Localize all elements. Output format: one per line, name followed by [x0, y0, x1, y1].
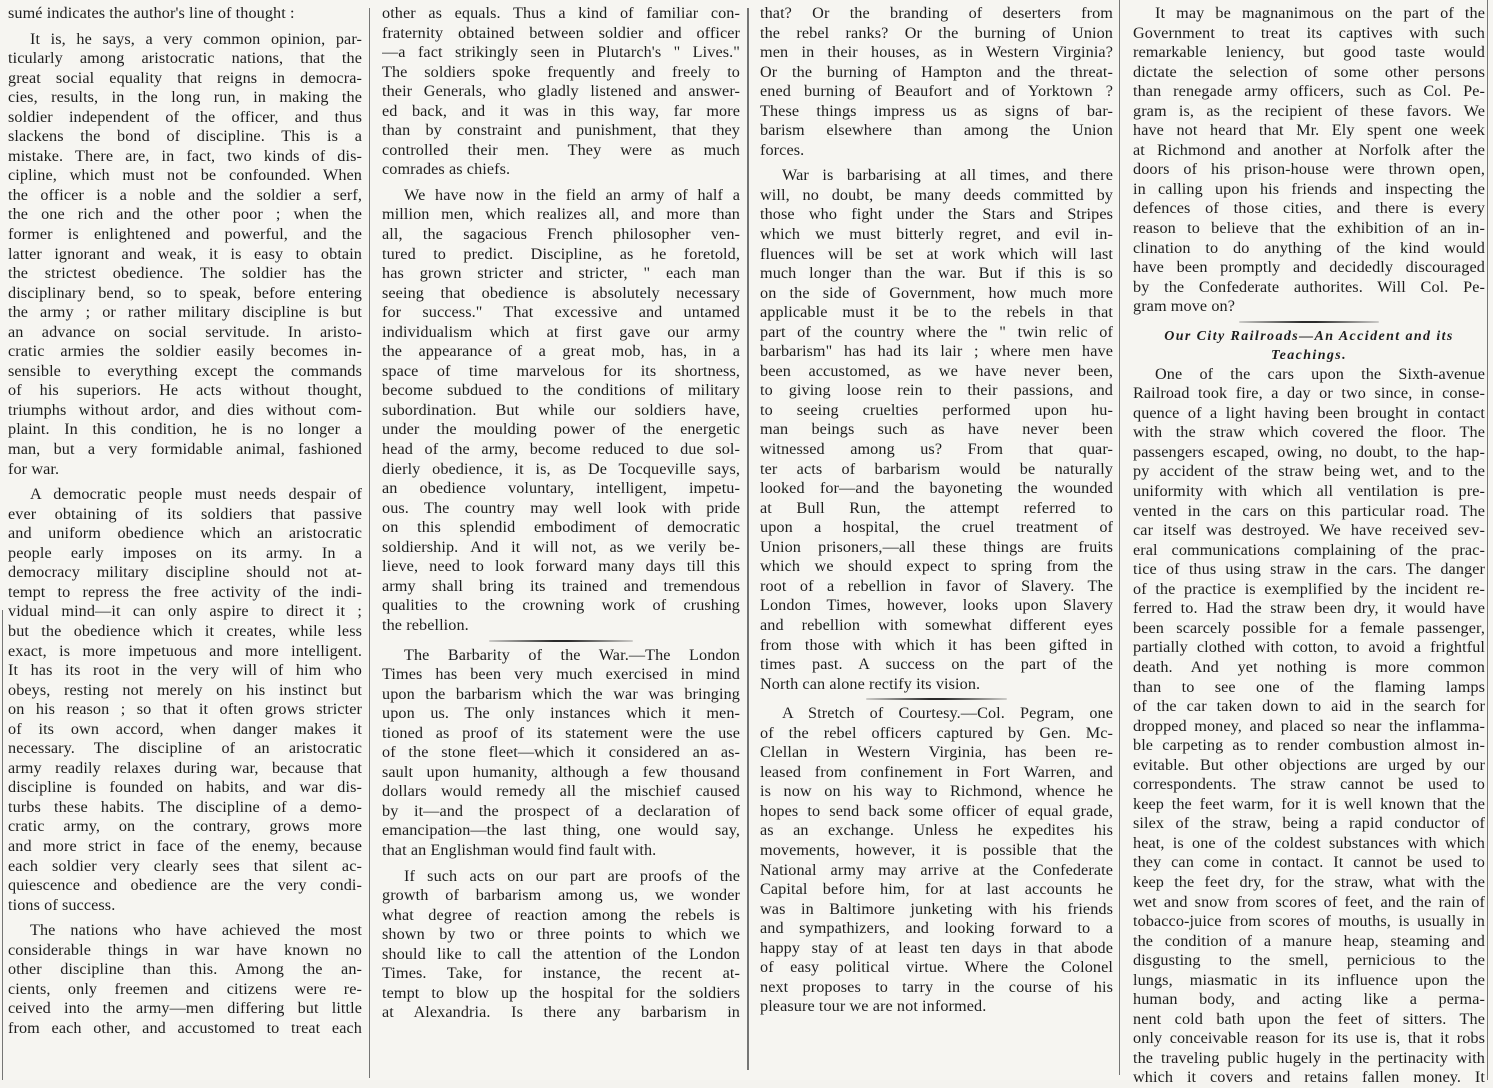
text-line: vented in the cars on this particular road. The — [1133, 501, 1485, 520]
text-line: in calling upon his friends and inspecting the — [1133, 179, 1485, 198]
text-line: which it covers and retains fallen money. It — [1133, 1068, 1485, 1087]
text-line: cipline, which must not be confounded. When — [8, 166, 362, 185]
text-line: Railroad took fire, a day or two since, in conse- — [1133, 384, 1485, 403]
paragraph — [8, 921, 362, 1038]
text-line: remarkable leniency, but good taste would — [1133, 43, 1485, 62]
heading-line: Our City Railroads—An Accident and its — [1164, 328, 1454, 344]
text-line: by it—and the prospect of a declaration of — [382, 801, 740, 820]
text-line: barbarism" has had its lair ; where men have — [760, 342, 1113, 361]
text-line: that an Englishman would find fault with. — [382, 840, 657, 859]
text-line: will, no doubt, be many deeds committed by — [760, 185, 1113, 204]
text-line: army readily relaxes during war, because that — [8, 758, 362, 777]
text-line: obeys, resting not merely on his instinct but — [8, 680, 362, 699]
text-line: reason to believe that the exhibition of an in- — [1133, 219, 1485, 238]
text-line: It has its root in the very will of him who — [8, 661, 362, 680]
text-line: was in Baltimore junketing with his friends — [760, 899, 1113, 918]
text-line: growth of barbarism among us, we wonder — [382, 886, 740, 905]
text-line: is now on his way to Richmond, whence he — [760, 782, 1113, 801]
text-line: lieve, need to look forward many days till this — [382, 557, 740, 576]
text-line: defences of those cities, and there is every — [1133, 199, 1485, 218]
paragraph — [8, 4, 362, 24]
text-line: One of the cars upon the Sixth-avenue — [1155, 364, 1485, 383]
text-line: much longer than the war. But if this is so — [760, 264, 1113, 283]
text-line: partially clothed with cotton, to avoid a frightful — [1133, 638, 1485, 657]
paragraph — [8, 485, 362, 915]
text-line: qualities to the crowning work of crushing — [382, 596, 740, 615]
text-line: from each other, and accustomed to treat each — [8, 1018, 362, 1037]
text-line: they can come in contact. It cannot be used to — [1133, 853, 1485, 872]
column-1 — [0, 0, 372, 1038]
text-line: people early imposes on its army. In a — [8, 543, 362, 562]
text-line: democracy military discipline should not at- — [8, 563, 362, 582]
text-line: Government to treat its captives with such — [1133, 23, 1485, 42]
text-line: necessary. The discipline of an aristocratic — [8, 739, 362, 758]
text-line: movements, however, it is possible that the — [760, 840, 1113, 859]
text-line: of the practice is exemplified by the incident re- — [1133, 579, 1485, 598]
text-line: of the stone fleet—which it considered an as- — [382, 743, 740, 762]
text-line: cies, results, in the long run, in making the — [8, 88, 362, 107]
paragraph — [760, 4, 1113, 160]
text-line: subordination. But while our soldiers have, — [382, 400, 740, 419]
text-line: disciplinary bend, so to speak, before entering — [8, 283, 362, 302]
paragraph — [1133, 4, 1485, 317]
text-line: It may be magnanimous on the part of the — [1155, 4, 1485, 22]
text-line: quiescence and obedience are the very condi- — [8, 876, 362, 895]
text-line: tempt to repress the free activity of the indi- — [8, 582, 362, 601]
text-line: quence of a light having been brought in contact — [1133, 403, 1485, 422]
text-line: upon us. The only instances which it men- — [382, 704, 740, 723]
text-line: on the side of Government, how much more — [760, 283, 1113, 302]
text-line: that? Or the branding of deserters from — [760, 4, 1113, 22]
text-line: soldier independent of the officer, and thus — [8, 107, 362, 126]
text-line: Capital before him, for at last accounts he — [760, 880, 1113, 899]
text-line: the army ; or rather military discipline is but — [8, 303, 362, 322]
text-line: plaint. In this condition, he is no longer a — [8, 420, 362, 439]
article-heading — [1133, 327, 1485, 365]
text-line: disgusting to the smell, pernicious to the — [1133, 951, 1485, 970]
text-line: It is, he says, a very common opinion, par- — [30, 29, 362, 48]
text-line: fraternity obtained between soldier and officer — [382, 23, 740, 42]
text-line: which we should expect to spring from the — [760, 557, 1113, 576]
text-line: wet and snow from scores of feet, and the rain of — [1133, 892, 1485, 911]
text-line: next proposes to tarry in the course of his — [760, 977, 1113, 996]
text-line: seeing that obedience is absolutely necessary — [382, 283, 740, 302]
column-3 — [750, 0, 1123, 1017]
text-line: dropped money, and placed so near the inflamma- — [1133, 716, 1485, 735]
text-line: head of the army, become reduced to due sol- — [382, 440, 740, 459]
text-line: of his superiors. He acts without thought, — [8, 381, 362, 400]
text-line: the rebel ranks? Or the burning of Union — [760, 23, 1113, 42]
text-line: and sympathizers, and looking forward to a — [760, 919, 1113, 938]
text-line: silex of the straw, being a rapid conductor of — [1133, 814, 1485, 833]
text-line: times past. A success on the part of the — [760, 655, 1113, 674]
text-line: vidual mind—it can only aspire to direct it ; — [8, 602, 362, 621]
text-line: the rebellion. — [382, 615, 469, 634]
text-line: root of a rebellion in favor of Slavery. The — [760, 576, 1113, 595]
text-line: ever obtaining of its soldiers that passive — [8, 504, 362, 523]
text-line: upon a hospital, the cruel treatment of — [760, 518, 1113, 537]
text-line: cients, only freemen and citizens were re- — [8, 979, 362, 998]
text-line: of its own accord, when danger makes it — [8, 719, 362, 738]
text-line: looked for—and the bayoneting the wounded — [760, 479, 1113, 498]
text-line: forces. — [760, 140, 805, 159]
text-line: human body, and acting like a perma- — [1133, 990, 1485, 1009]
text-line: with the straw which covered the floor. The — [1133, 423, 1485, 442]
text-line: the traveling public hugely in the pertinacity with — [1133, 1048, 1485, 1067]
text-line: of the rebel officers captured by Gen. Mc- — [760, 723, 1113, 742]
text-line: leased from confinement in Fort Warren, and — [760, 762, 1113, 781]
text-line: car itself was destroyed. We have received sev- — [1133, 521, 1485, 540]
text-line: an advance on social servitude. In aristo- — [8, 322, 362, 341]
text-line: discipline is founded on habits, and war dis- — [8, 778, 362, 797]
text-line: Union prisoners,—all these things are fruits — [760, 537, 1113, 556]
text-line: happy stay of at least ten days in that abode — [760, 938, 1113, 957]
text-line: ceived into the army—men differing but little — [8, 999, 362, 1018]
text-line: barism elsewhere than among the Union — [760, 121, 1113, 140]
text-line: million men, which realizes all, and more than — [382, 205, 740, 224]
text-line: former is enlightened and powerful, and the — [8, 225, 362, 244]
text-line: shown by two or three points to which we — [382, 925, 740, 944]
text-line: other discipline than this. Among the an- — [8, 960, 362, 979]
text-line: upon the barbarism which the war was bringing — [382, 684, 740, 703]
text-line: considerable things in war have known no — [8, 940, 362, 959]
text-line: gram is, as the recipient of these favors. We — [1133, 101, 1485, 120]
text-line: death. And yet nothing is more common — [1133, 657, 1485, 676]
column-4 — [1123, 0, 1493, 1088]
text-line: We have now in the field an army of half a — [404, 185, 740, 204]
text-line: National army may arrive at the Confederate — [760, 860, 1113, 879]
text-line: ticularly among aristocratic nations, that the — [8, 49, 362, 68]
text-line: The nations who have achieved the most — [30, 921, 362, 940]
text-line: pleasure tour we are not informed. — [760, 997, 987, 1016]
text-line: doors of his prison-house were thrown open, — [1133, 160, 1485, 179]
text-line: sensible to everything except the commands — [8, 361, 362, 380]
text-line: ous. The country may well look with pride — [382, 498, 740, 517]
text-line: passengers escaped, owing, no doubt, to the hap- — [1133, 442, 1485, 461]
text-line: tioned as proof of its statement were the use — [382, 723, 740, 742]
text-line: to seeing cruelties performed upon hu- — [760, 400, 1113, 419]
text-line: latter ignorant and weak, it is easy to obtain — [8, 244, 362, 263]
text-line: ed back, and it was in this way, far more — [382, 101, 740, 120]
text-line: which we must bitterly regret, and evil in- — [760, 225, 1113, 244]
text-line: to giving loose rein to their passions, and — [760, 381, 1113, 400]
text-line: The soldiers spoke frequently and freely to — [382, 62, 740, 81]
text-line: have been promptly and decidedly discouraged — [1133, 258, 1485, 277]
text-line: the strictest obedience. The soldier has the — [8, 264, 362, 283]
text-line: the condition of a manure heap, steaming and — [1133, 931, 1485, 950]
text-line: hopes to send back some officer of equal grade, — [760, 801, 1113, 820]
text-line: Or the burning of Hampton and the threat- — [760, 62, 1113, 81]
text-line: If such acts on our part are proofs of the — [404, 866, 740, 885]
text-line: A Stretch of Courtesy.—Col. Pegram, one — [782, 704, 1113, 723]
text-line: man beings such as have never been — [760, 420, 1113, 439]
text-line: been accustomed, as we have never been, — [760, 361, 1113, 380]
text-line: turbs these habits. The discipline of a demo- — [8, 797, 362, 816]
text-line: become subdued to the conditions of military — [382, 381, 740, 400]
text-line: as an exchange. Unless he expedites his — [760, 821, 1113, 840]
text-line: —a fact strikingly seen in Plutarch's " Lives." — [382, 43, 740, 62]
text-line: gram move on? — [1133, 297, 1235, 316]
text-line: tured to predict. Discipline, as he foretold, — [382, 244, 740, 263]
text-line: soldiership. And it will not, as we verily be- — [382, 537, 740, 556]
text-line: have not heard that Mr. Ely spent one week — [1133, 121, 1485, 140]
text-line: than to see one of the flaming lamps — [1133, 677, 1485, 696]
text-line: triumphs without ardor, and dies without com- — [8, 400, 362, 419]
text-line: A democratic people must needs despair of — [30, 485, 362, 504]
text-line: ter acts of barbarism would be naturally — [760, 459, 1113, 478]
text-line: keep the feet dry, for the straw, what with the — [1133, 872, 1485, 891]
text-line: evitable. But other objections are urged by our — [1133, 755, 1485, 774]
text-line: North can alone rectify its vision. — [760, 674, 981, 693]
text-line: the one rich and the other poor ; when the — [8, 205, 362, 224]
text-line: cratic army, on the contrary, grows more — [8, 817, 362, 836]
text-line: of the car taken down to aid in the search for — [1133, 697, 1485, 716]
paragraph — [760, 704, 1113, 1017]
text-line: each soldier very clearly sees that silent ac- — [8, 856, 362, 875]
text-line: under the moulding power of the energetic — [382, 420, 740, 439]
text-line: on his reason ; so that it often grows stricter — [8, 700, 362, 719]
column-2 — [372, 0, 750, 1023]
text-line: mistake. There are, in fact, two kinds of dis- — [8, 146, 362, 165]
text-line: sault upon humanity, although a few thousand — [382, 762, 740, 781]
section-divider — [382, 636, 740, 646]
text-line: their Generals, who gladly listened and answer- — [382, 82, 740, 101]
text-line: on this splendid embodiment of democratic — [382, 518, 740, 537]
text-line: and rebellion with somewhat different eyes — [760, 615, 1113, 634]
text-line: other as equals. Thus a kind of familiar con- — [382, 4, 740, 22]
text-line: eral communications complaining of the prac- — [1133, 540, 1485, 559]
text-line: army shall bring its trained and tremendous — [382, 576, 740, 595]
text-line: witnessed among us? From that quar- — [760, 440, 1113, 459]
section-divider — [1133, 317, 1485, 327]
text-line: for war. — [8, 459, 60, 478]
text-line: been scarcely possible for a female passenger, — [1133, 618, 1485, 637]
text-line: for success." That excessive and untamed — [382, 303, 740, 322]
text-line: nent cold bath upon the feet of sitters. The — [1133, 1009, 1485, 1028]
text-line: fluences will be set at work which will last — [760, 244, 1113, 263]
text-line: at Bull Run, the attempt referred to — [760, 498, 1113, 517]
paragraph — [382, 4, 740, 180]
text-line: what degree of reaction among the rebels is — [382, 905, 740, 924]
text-line: men in their houses, as in Western Virginia? — [760, 43, 1113, 62]
text-line: lungs, miasmatic in its influence upon the — [1133, 970, 1485, 989]
text-line: than renegade army officers, such as Col. Pe- — [1133, 82, 1485, 101]
text-line: emancipation—the last thing, one would say, — [382, 821, 740, 840]
text-line: correspondents. The straw cannot be used to — [1133, 775, 1485, 794]
text-line: applicable must it be to the rebels in that — [760, 303, 1113, 322]
text-line: than by constraint and punishment, that they — [382, 121, 740, 140]
text-line: War is barbarising at all times, and there — [782, 166, 1113, 185]
text-line: dierly obedience, it is, as De Tocqueville says, — [382, 459, 740, 478]
heading-line: Teachings. — [1270, 347, 1348, 363]
text-line: heat, is one of the coldest substances with which — [1133, 833, 1485, 852]
text-line: man, but a very formidable animal, fashioned — [8, 440, 362, 459]
text-line: and more strict in face of the enemy, because — [8, 836, 362, 855]
text-line: from those with which it has been gifted in — [760, 635, 1113, 654]
text-line: uniformity with which all ventilation is pre- — [1133, 482, 1485, 501]
text-line: at Richmond and another at Norfolk after the — [1133, 140, 1485, 159]
text-line: only conceivable reason for its use is, that it robs — [1133, 1029, 1485, 1048]
paragraph — [382, 867, 740, 1023]
section-divider — [760, 694, 1113, 704]
text-line: of easy political virtue. Where the Colonel — [760, 958, 1113, 977]
text-line: keep the feet warm, for it is well known that the — [1133, 794, 1485, 813]
paragraph — [382, 186, 740, 636]
text-line: an obedience voluntary, intelligent, impetu- — [382, 479, 740, 498]
text-line: great social equality that reigns in democra- — [8, 68, 362, 87]
text-line: part of the country where the " twin relic of — [760, 322, 1113, 341]
text-line: but the obedience which it creates, while less — [8, 621, 362, 640]
text-line: should like to call the attention of the London — [382, 944, 740, 963]
text-line: These things impress us as signs of bar- — [760, 101, 1113, 120]
paragraph — [382, 646, 740, 861]
text-line: ferred to. Had the straw been dry, it would have — [1133, 599, 1485, 618]
text-line: space of time marvelous for its shortness, — [382, 361, 740, 380]
text-line: Times. Take, for instance, the recent at- — [382, 964, 740, 983]
text-line: the officer is a noble and the soldier a serf, — [8, 185, 362, 204]
text-line: cratic armies the soldier easily becomes in- — [8, 342, 362, 361]
text-line: and uniform obedience which an aristocratic — [8, 524, 362, 543]
text-line: Clellan in Western Virginia, has been re- — [760, 743, 1113, 762]
paragraph — [760, 166, 1113, 694]
paragraph — [1133, 365, 1485, 1088]
text-line: all, the sagacious French philosopher ven- — [382, 225, 740, 244]
text-line: exact, is more impetuous and more intelligent. — [8, 641, 362, 660]
text-line: those who fight under the Stars and Stripes — [760, 205, 1113, 224]
text-line: Times has been very much exercised in mind — [382, 665, 740, 684]
text-line: dictate the selection of some other persons — [1133, 62, 1485, 81]
text-line: ened burning of Beaufort and of Yorktown ? — [760, 82, 1113, 101]
text-line: has grown stricter and stricter, " each man — [382, 264, 740, 283]
text-line: tobacco-juice from scores of mouths, is usually in — [1133, 912, 1485, 931]
text-line: tempt to blow up the hospital for the soldiers — [382, 983, 740, 1002]
text-line: sumé indicates the author's line of thought : — [8, 4, 295, 22]
text-line: slackens the bond of discipline. This is a — [8, 127, 362, 146]
text-line: the appearance of a great mob, has, in a — [382, 342, 740, 361]
text-line: ble carpeting as to render combustion almost in- — [1133, 736, 1485, 755]
text-line: tice of thus using straw in the cars. The danger — [1133, 560, 1485, 579]
text-line: controlled their men. They were as much — [382, 140, 740, 159]
text-line: The Barbarity of the War.—The London — [404, 645, 740, 664]
paragraph — [8, 30, 362, 480]
text-line: individualism which at first gave our army — [382, 322, 740, 341]
text-line: comrades as chiefs. — [382, 160, 511, 179]
text-line: py accident of the straw being wet, and to the — [1133, 462, 1485, 481]
text-line: clination to do anything of the kind would — [1133, 238, 1485, 257]
text-line: by the Confederate authorites. Will Col. Pe- — [1133, 277, 1485, 296]
text-line: London Times, however, looks upon Slavery — [760, 596, 1113, 615]
text-line: tions of success. — [8, 895, 116, 914]
text-line: at Alexandria. Is there any barbarism in — [382, 1003, 740, 1022]
text-line: dollars would remedy all the mischief caused — [382, 782, 740, 801]
